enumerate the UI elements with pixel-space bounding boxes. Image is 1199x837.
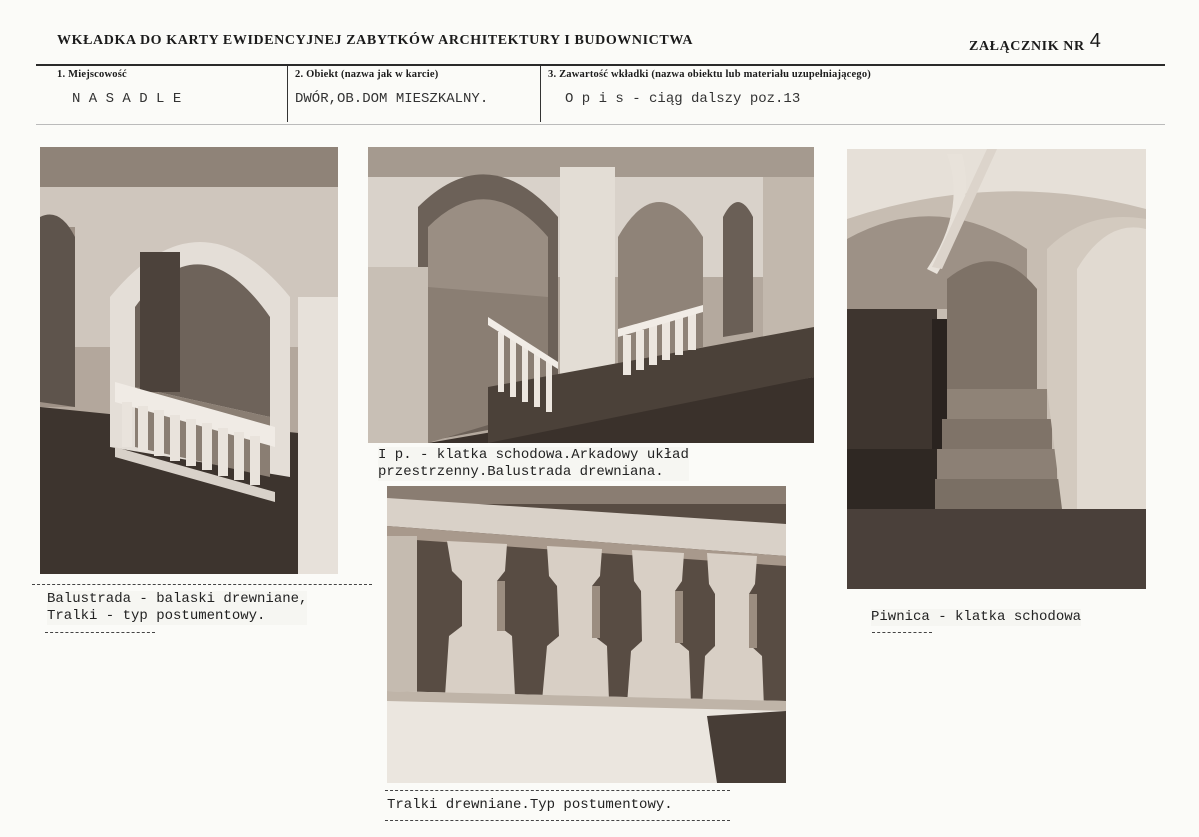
contents-value: O p i s - ciąg dalszy poz.13 (565, 91, 801, 107)
field-divider-1 (287, 66, 288, 122)
caption-center-bottom-line1: Tralki drewniane.Typ postumentowy. (387, 797, 673, 813)
contents-label: 3. Zawartość wkładki (nazwa obiektu lub materiału uzupełniającego) (548, 69, 871, 80)
caption-center-bottom (387, 797, 673, 814)
caption-right-line1: Piwnica - klatka schodowa (871, 609, 1082, 625)
attachment-number: 4 (1089, 30, 1102, 52)
caption-center-bottom-bottom-rule (385, 820, 730, 821)
caption-left-line2: Tralki - typ postumentowy. (47, 608, 266, 624)
caption-left (47, 591, 307, 625)
caption-center-top (378, 447, 689, 481)
photo-cellar-stair (847, 149, 1146, 589)
photo-arcade-stair (368, 147, 814, 443)
caption-center-bottom-top-rule (385, 790, 730, 791)
header-rule (36, 64, 1165, 66)
object-label: 2. Obiekt (nazwa jak w karcie) (295, 69, 439, 80)
caption-right (871, 609, 1081, 626)
caption-left-top-rule (32, 584, 372, 585)
fields-bottom-rule (36, 124, 1165, 125)
caption-center-top-line1: I p. - klatka schodowa.Arkadowy układ (378, 447, 689, 463)
field-divider-2 (540, 66, 541, 122)
attachment-label-text: ZAŁĄCZNIK NR (969, 39, 1085, 54)
caption-right-bottom-rule (872, 632, 932, 633)
photo-cellar-stair-image (847, 149, 1146, 589)
attachment-label (969, 30, 1102, 56)
form-title: WKŁADKA DO KARTY EWIDENCYJNEJ ZABYTKÓW ARCHITEKTURY I BUDOWNICTWA (57, 33, 694, 48)
photo-balusters-closeup (387, 486, 786, 783)
locality-value: N A S A D L E (72, 91, 182, 107)
caption-left-line1: Balustrada - balaski drewniane, (47, 591, 308, 607)
caption-center-top-line2: przestrzenny.Balustrada drewniana. (378, 464, 664, 480)
photo-balustrade-arch (40, 147, 338, 574)
object-value: DWÓR,OB.DOM MIESZKALNY. (295, 91, 489, 107)
photo-balustrade-arch-image (40, 147, 338, 574)
photo-balusters-closeup-image (387, 486, 786, 783)
caption-left-bottom-rule (45, 632, 155, 633)
photo-arcade-stair-image (368, 147, 814, 443)
locality-label: 1. Miejscowość (57, 69, 127, 80)
